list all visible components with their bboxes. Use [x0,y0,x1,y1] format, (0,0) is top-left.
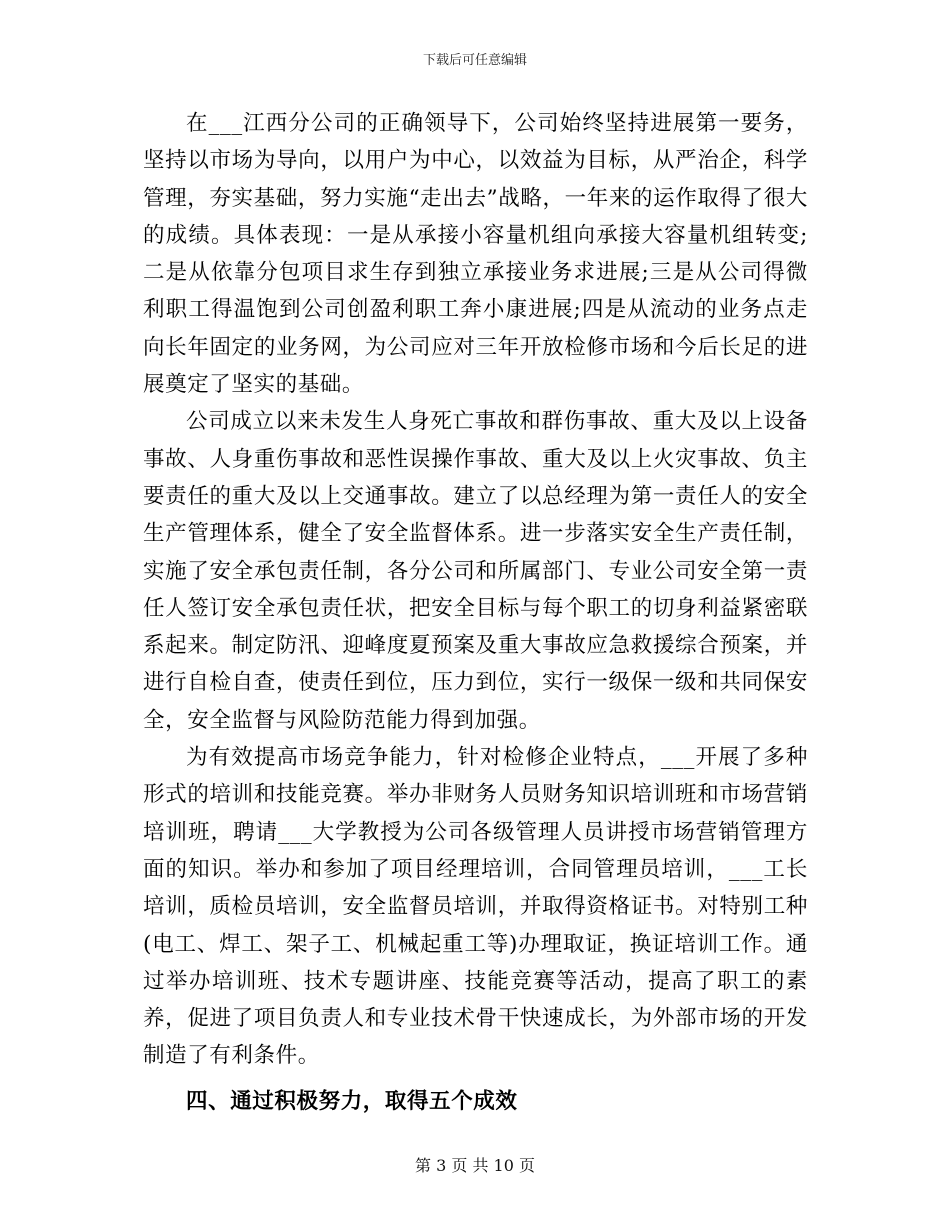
section-heading: 四、通过积极努力，取得五个成效 [186,1088,518,1114]
page-number: 第 3 页 共 10 页 [415,1156,535,1175]
page-header [0,52,950,70]
paragraph: 为有效提高市场竞争能力，针对检修企业特点，___开展了多种形式的培训和技能竞赛。举办非财务人员财务知识培训班和市场营销培训班，聘请___大学教授为公司各级管理人员讲授市场营销管理方面的知识。举办和参加了项目经理培训，合同管理员培训，___工长培训，质检员培训，安全监督员培训，并取得资格证书。对特别工种(电工、焊工、架子工、机械起重工等)办理取证，换证培训工作。通过举办培训班、技术专题讲座、技能竞赛等活动，提高了职工的素养，促进了项目负责人和专业技术骨干快速成长，为外部市场的开发制造了有利条件。 [143,745,808,1069]
header-note: 下载后可任意编辑 [422,53,527,68]
page-footer [0,1156,950,1176]
paragraph: 在___江西分公司的正确领导下，公司始终坚持进展第一要务，坚持以市场为导向，以用户为中心，以效益为目标，从严治企，科学管理，夯实基础，努力实施“走出去”战略，一年来的运作取得了很大的成绩。具体表现：一是从承接小容量机组向承接大容量机组转变;二是从依靠分包项目求生存到独立承接业务求进展;三是从公司得微利职工得温饱到公司创盈利职工奔小康进展;四是从流动的业务点走向长年固定的业务网，为公司应对三年开放检修市场和今后长足的进展奠定了坚实的基础。 [143,111,808,398]
paragraph: 公司成立以来未发生人身死亡事故和群伤事故、重大及以上设备事故、人身重伤事故和恶性误操作事故、重大及以上火灾事故、负主要责任的重大及以上交通事故。建立了以总经理为第一责任人的安全生产管理体系，健全了安全监督体系。进一步落实安全生产责任制，实施了安全承包责任制，各分公司和所属部门、专业公司安全第一责任人签订安全承包责任状，把安全目标与每个职工的切身利益紧密联系起来。制定防汛、迎峰度夏预案及重大事故应急救援综合预案，并进行自检自查，使责任到位，压力到位，实行一级保一级和共同保安全，安全监督与风险防范能力得到加强。 [143,409,808,733]
document-body [143,105,808,1120]
